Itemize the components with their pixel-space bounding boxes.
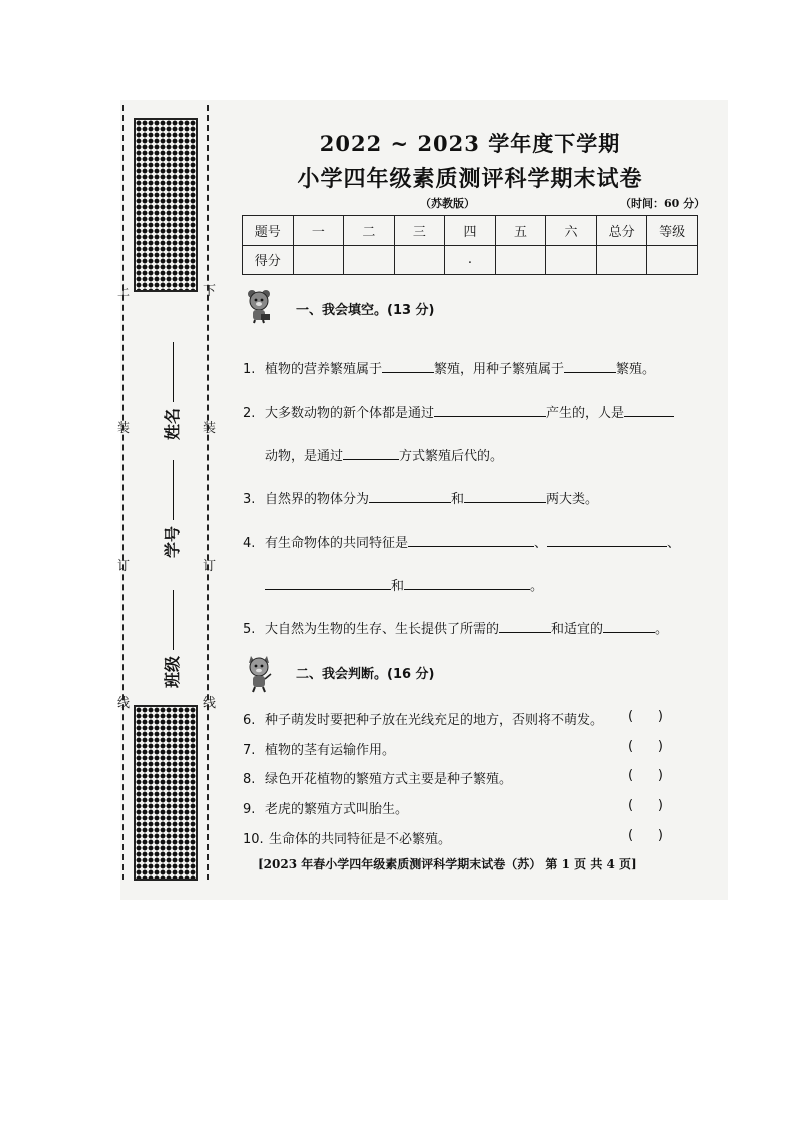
judgment-item-6: [243, 709, 603, 728]
answer-blank[interactable]: [404, 577, 530, 590]
question-text: 自然界的物体分为: [265, 492, 370, 507]
question-number: 6.: [243, 713, 256, 728]
judgment-item-8: [243, 768, 512, 787]
answer-parentheses[interactable]: ( ): [628, 798, 663, 813]
question-text: 两大类。: [546, 492, 599, 507]
hatch-pattern-bottom: [134, 705, 198, 881]
question-number: 9.: [243, 802, 256, 817]
score-header-cell: 六: [546, 216, 597, 246]
question-1: [243, 358, 655, 377]
question-text: 、: [534, 536, 548, 551]
score-cell[interactable]: [495, 245, 546, 275]
judgment-item-10: [243, 828, 451, 847]
student-number-field[interactable]: [160, 460, 183, 558]
binding-mark-xian-left: 线: [117, 696, 131, 711]
class-field[interactable]: [160, 590, 183, 688]
answer-blank[interactable]: [603, 620, 655, 633]
score-table-header-row: [243, 216, 698, 246]
question-number: 8.: [243, 772, 256, 787]
score-header-cell: 二: [344, 216, 395, 246]
binding-mark-xian-right: 线: [203, 696, 217, 711]
score-cell[interactable]: [647, 245, 698, 275]
score-table-score-row: [243, 245, 698, 275]
score-header-cell: 三: [394, 216, 445, 246]
question-number: 1.: [243, 362, 256, 377]
answer-blank[interactable]: [434, 404, 546, 417]
answer-blank[interactable]: [564, 360, 616, 373]
question-number: 4.: [243, 536, 256, 551]
answer-blank[interactable]: [464, 490, 546, 503]
question-text: 种子萌发时要把种子放在光线充足的地方，否则将不萌发。: [265, 713, 604, 728]
student-number-line: [173, 460, 174, 520]
name-line: [173, 342, 174, 402]
question-text: 繁殖。: [616, 362, 656, 377]
cartoon-cat-icon: [244, 654, 274, 694]
score-cell-mark: .: [467, 252, 473, 268]
binding-mark-shang: 上: [117, 284, 131, 299]
binding-mark-xia: 下: [203, 284, 217, 299]
binding-line-left: [122, 105, 124, 880]
binding-mark-zhuang-right: 装: [203, 421, 217, 436]
answer-blank[interactable]: [343, 447, 399, 460]
question-text: 。: [655, 622, 669, 637]
question-text: 老虎的繁殖方式叫胎生。: [265, 802, 409, 817]
answer-parentheses[interactable]: ( ): [628, 828, 663, 843]
question-2: [243, 402, 674, 421]
name-field[interactable]: [160, 342, 183, 440]
answer-blank[interactable]: [265, 577, 391, 590]
question-number: 7.: [243, 743, 256, 758]
score-cell[interactable]: [445, 245, 496, 275]
question-text: 生命体的共同特征是不必繁殖。: [269, 832, 452, 847]
name-label: 姓名: [163, 407, 182, 440]
question-text: 和适宜的: [551, 622, 604, 637]
question-text: 方式繁殖后代的。: [399, 449, 504, 464]
class-label: 班级: [163, 655, 182, 688]
section1-title: 一、我会填空。(13 分): [296, 303, 435, 318]
question-text: 绿色开花植物的繁殖方式主要是种子繁殖。: [265, 772, 513, 787]
question-text: 、: [667, 536, 681, 551]
score-header-cell: 一: [293, 216, 344, 246]
binding-mark-ding-right: 订: [203, 559, 217, 574]
score-cell[interactable]: [344, 245, 395, 275]
judgment-item-9: [243, 798, 408, 817]
answer-blank[interactable]: [547, 534, 667, 547]
score-row-label: 得分: [243, 245, 294, 275]
binding-mark-ding-left: 订: [117, 559, 131, 574]
question-4-continued: [265, 575, 543, 594]
exam-title-line1: 2022 ~ 2023 学年度下学期: [319, 131, 621, 156]
answer-parentheses[interactable]: ( ): [628, 768, 663, 783]
question-3: [243, 488, 598, 507]
question-number: 10.: [243, 832, 264, 847]
student-number-label: 学号: [163, 525, 182, 558]
question-text: 动物，是通过: [265, 449, 344, 464]
score-cell[interactable]: [293, 245, 344, 275]
question-text: 产生的，人是: [546, 406, 625, 421]
section2-title: 二、我会判断。(16 分): [296, 667, 435, 682]
cartoon-bear-icon: [244, 288, 274, 324]
score-header-cell: 等级: [647, 216, 698, 246]
score-header-cell: 四: [445, 216, 496, 246]
question-text: 。: [530, 579, 544, 594]
question-2-continued: [265, 445, 503, 464]
question-number: 3.: [243, 492, 256, 507]
class-line: [173, 590, 174, 650]
exam-title-line2: 小学四年级素质测评科学期末试卷: [297, 166, 643, 192]
question-text: 植物的茎有运输作用。: [265, 743, 396, 758]
question-text: 繁殖，用种子繁殖属于: [434, 362, 565, 377]
page-footer: [2023 年春小学四年级素质测评科学期末试卷（苏） 第 1 页 共 4 页]: [258, 857, 637, 871]
score-header-cell: 总分: [596, 216, 647, 246]
question-4: [243, 532, 680, 551]
answer-blank[interactable]: [369, 490, 451, 503]
answer-blank[interactable]: [624, 404, 674, 417]
score-header-cell: 五: [495, 216, 546, 246]
binding-mark-zhuang-left: 装: [117, 421, 131, 436]
question-text: 大多数动物的新个体都是通过: [265, 406, 435, 421]
score-cell[interactable]: [546, 245, 597, 275]
hatch-pattern-top: [134, 118, 198, 292]
binding-line-right: [207, 105, 209, 880]
question-text: 和: [451, 492, 465, 507]
score-cell[interactable]: [394, 245, 445, 275]
answer-blank[interactable]: [408, 534, 534, 547]
question-text: 有生命物体的共同特征是: [265, 536, 409, 551]
time-note: （时间：60 分）: [620, 197, 706, 210]
score-table: [242, 215, 698, 275]
score-header-cell: 题号: [243, 216, 294, 246]
question-number: 5.: [243, 622, 256, 637]
answer-parentheses[interactable]: ( ): [628, 709, 663, 724]
edition-note: （苏教版）: [420, 197, 475, 210]
question-text: 和: [391, 579, 405, 594]
question-text: 大自然为生物的生存、生长提供了所需的: [265, 622, 500, 637]
score-cell[interactable]: [596, 245, 647, 275]
question-text: 植物的营养繁殖属于: [265, 362, 383, 377]
question-5: [243, 618, 668, 637]
answer-blank[interactable]: [499, 620, 551, 633]
judgment-item-7: [243, 739, 395, 758]
answer-parentheses[interactable]: ( ): [628, 739, 663, 754]
question-number: 2.: [243, 406, 256, 421]
answer-blank[interactable]: [382, 360, 434, 373]
